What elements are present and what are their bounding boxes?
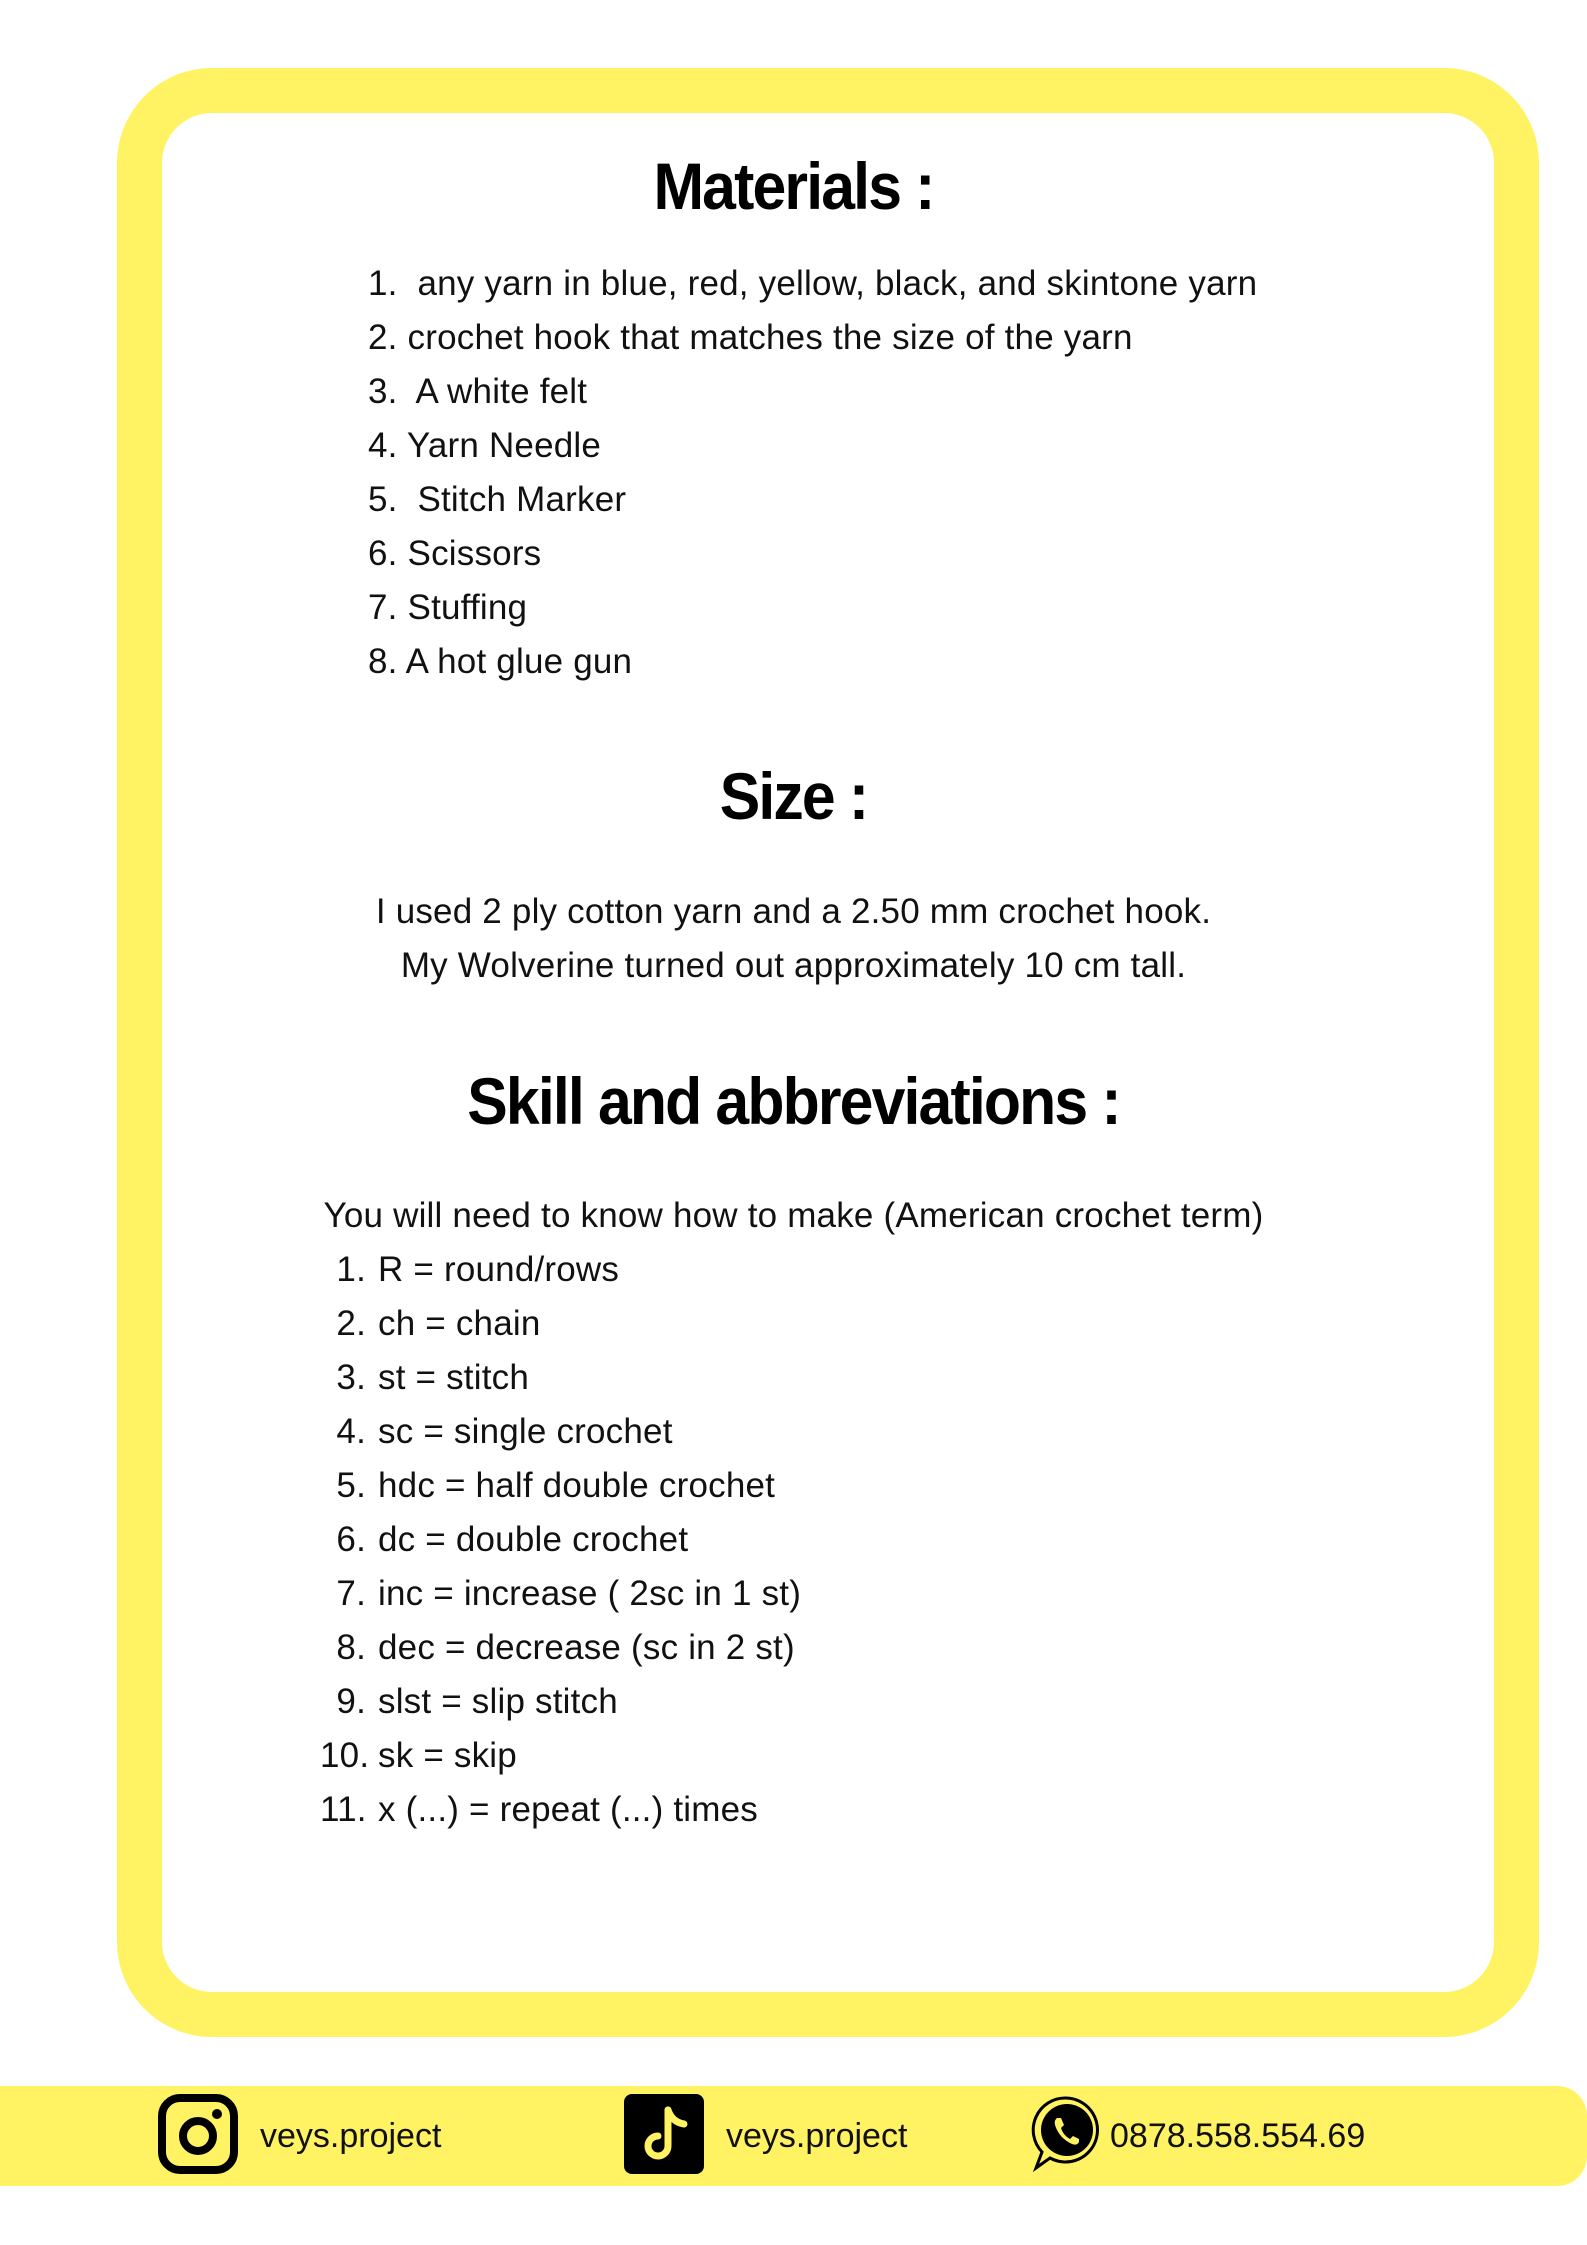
- instagram-contact[interactable]: [158, 2086, 441, 2186]
- materials-item: 7. Stuffing: [368, 588, 528, 627]
- materials-heading: Materials :: [653, 149, 934, 223]
- skills-intro: You will need to know how to make (American crochet term): [323, 1196, 1264, 1235]
- skills-heading: Skill and abbreviations :: [467, 1064, 1120, 1138]
- instagram-icon: [158, 2094, 238, 2179]
- tiktok-contact[interactable]: [624, 2086, 907, 2186]
- materials-item: 5. Stitch Marker: [368, 480, 627, 519]
- tiktok-handle: veys.project: [726, 2116, 908, 2155]
- abbreviation-item: 8. dec = decrease (sc in 2 st): [336, 1628, 795, 1667]
- abbreviation-item: 7. inc = increase ( 2sc in 1 st): [336, 1574, 802, 1613]
- materials-item: 6. Scissors: [368, 534, 542, 573]
- materials-item: 2. crochet hook that matches the size of the yarn: [368, 318, 1133, 357]
- whatsapp-icon: [1030, 2094, 1102, 2179]
- abbreviation-item: 2. ch = chain: [336, 1304, 541, 1343]
- abbreviation-item: 11. x (...) = repeat (...) times: [320, 1790, 758, 1829]
- tiktok-icon: [624, 2094, 704, 2179]
- footer-contact-bar: [0, 2086, 1587, 2186]
- size-description: [0, 885, 1587, 993]
- abbreviation-item: 6. dc = double crochet: [336, 1520, 689, 1559]
- abbreviation-item: 1. R = round/rows: [336, 1250, 620, 1289]
- abbreviation-item: 4. sc = single crochet: [336, 1412, 673, 1451]
- materials-item: 8. A hot glue gun: [368, 642, 633, 681]
- size-line: My Wolverine turned out approximately 10 cm tall.: [400, 946, 1187, 985]
- materials-list: [368, 257, 1257, 689]
- size-line: I used 2 ply cotton yarn and a 2.50 mm crochet hook.: [375, 892, 1212, 931]
- materials-item: 3. A white felt: [368, 372, 588, 411]
- whatsapp-contact[interactable]: [1030, 2086, 1365, 2186]
- abbreviation-item: 10. sk = skip: [320, 1736, 517, 1775]
- instagram-handle: veys.project: [260, 2116, 442, 2155]
- materials-item: 1. any yarn in blue, red, yellow, black, and skintone yarn: [368, 264, 1258, 303]
- materials-item: 4. Yarn Needle: [368, 426, 602, 465]
- abbreviations-list: [320, 1243, 801, 1837]
- abbreviation-item: 5. hdc = half double crochet: [336, 1466, 776, 1505]
- whatsapp-number: 0878.558.554.69: [1110, 2116, 1366, 2155]
- abbreviation-item: 3. st = stitch: [336, 1358, 530, 1397]
- size-heading: Size :: [719, 759, 868, 833]
- abbreviation-item: 9. slst = slip stitch: [336, 1682, 618, 1721]
